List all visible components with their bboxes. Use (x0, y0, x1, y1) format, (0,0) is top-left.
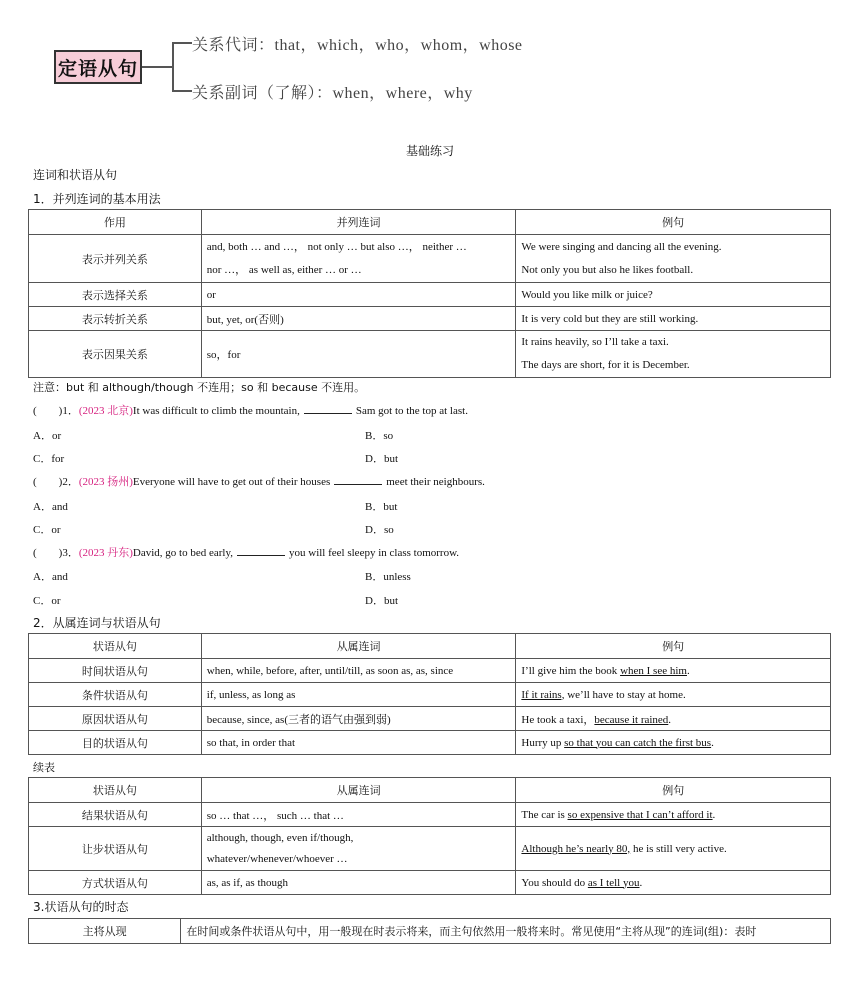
col-header: 并列连词 (201, 210, 516, 235)
diagram-bracket (172, 42, 174, 92)
example-cell (516, 803, 831, 827)
example-cell: Would you like milk or juice? (516, 283, 831, 307)
answer-blank[interactable] (334, 474, 382, 485)
option[interactable]: A．and (33, 571, 68, 583)
tense-table (28, 918, 831, 944)
diagram-center-box: 定语从句 (54, 50, 142, 84)
table-row (29, 871, 831, 895)
example-text: Hurry up (521, 736, 565, 749)
example-text: . (639, 876, 643, 889)
table-row (29, 235, 831, 283)
question-prefix: ( )2． (33, 476, 79, 488)
example-clause: Although he’s nearly 80, (521, 842, 631, 855)
example-clause: because it rained (594, 713, 669, 726)
question-2 (33, 473, 485, 489)
example-text: . (712, 808, 716, 821)
diagram-branch-bottom-line (172, 90, 192, 92)
diagram-branch-bottom: 关系副词（了解）：when，where，why (192, 85, 473, 102)
rule-text: 在时间或条件状语从句中，用一般现在时表示将来，而主句依然用一般将来时。常见使用“主将从现”的连词(组)：表时 (181, 919, 831, 944)
question-text: David, go to bed early, (132, 547, 233, 559)
example-text: . (668, 713, 672, 726)
question-source: (2023 扬州) (78, 476, 133, 488)
table-row (29, 331, 831, 378)
role-cell: 表示选择关系 (29, 283, 202, 307)
question-text: Everyone will have to get out of their houses (132, 476, 331, 488)
role-cell: 表示因果关系 (29, 331, 202, 378)
table-row (29, 803, 831, 827)
example-text: You should do (521, 876, 588, 889)
option[interactable]: C．or (33, 524, 61, 536)
role-cell: 表示并列关系 (29, 235, 202, 283)
option[interactable]: D．but (365, 595, 398, 607)
rule-label: 主将从现 (29, 919, 181, 944)
example-text: . (686, 664, 690, 677)
type-cell: 目的状语从句 (29, 731, 202, 755)
example-clause: when I see him (620, 664, 687, 677)
section-title: 基础练习 (405, 144, 454, 158)
col-header: 状语从句 (29, 778, 202, 803)
table-row (29, 707, 831, 731)
table-row (29, 731, 831, 755)
table-header-row (29, 210, 831, 235)
col-header: 作用 (29, 210, 202, 235)
question-text: It was difficult to climb the mountain, (132, 405, 300, 417)
diagram-connector (142, 66, 172, 68)
question-text: Sam got to the top at last. (355, 405, 468, 417)
type-cell: 原因状语从句 (29, 707, 202, 731)
table-row (29, 919, 831, 944)
question-prefix: ( )3． (33, 547, 79, 559)
example-cell (516, 659, 831, 683)
option[interactable]: B．unless (365, 571, 411, 583)
coordinating-conjunctions-table (28, 209, 831, 378)
conj-cell: so … that …， such … that … (201, 803, 516, 827)
conj-cell (201, 235, 516, 283)
question-text: meet their neighbours. (386, 476, 485, 488)
question-text: you will feel sleepy in class tomorrow. (289, 547, 460, 559)
example-text: we’ll have to stay at home. (564, 688, 686, 701)
heading-main: 连词和状语从句 (33, 168, 118, 182)
conj-cell: but, yet, or(否则) (201, 307, 516, 331)
answer-blank[interactable] (237, 545, 285, 556)
conj-cell: so that, in order that (201, 731, 516, 755)
example-line: The days are short, for it is December. (521, 359, 690, 371)
type-cell: 方式状语从句 (29, 871, 202, 895)
heading-2: 2．从属连词与状语从句 (33, 616, 161, 630)
conj-cell (201, 827, 516, 871)
conj-line: whatever/whenever/whoever … (206, 852, 348, 865)
option[interactable]: C．for (33, 453, 65, 465)
table-row (29, 283, 831, 307)
subordinating-conjunctions-table (28, 633, 831, 755)
option[interactable]: A．or (33, 430, 62, 442)
example-line: It rains heavily, so I’ll take a taxi. (521, 336, 669, 348)
question-source: (2023 丹东) (78, 547, 133, 559)
example-cell (516, 731, 831, 755)
col-header: 从属连词 (201, 778, 516, 803)
answer-blank[interactable] (304, 403, 352, 414)
note: 注意：but 和 although/though 不连用；so 和 because 不连用。 (33, 381, 366, 394)
diagram-branch-top-line (172, 42, 192, 44)
question-source: (2023 北京) (78, 405, 133, 417)
option[interactable]: A．and (33, 501, 68, 513)
example-text: he is still very active. (630, 842, 727, 855)
example-cell: It is very cold but they are still working. (516, 307, 831, 331)
option[interactable]: B．so (365, 430, 394, 442)
heading-1: 1．并列连词的基本用法 (33, 192, 161, 206)
conj-line: nor …， as well as, either … or … (206, 263, 362, 276)
example-text: He took a taxi， (521, 713, 595, 726)
example-cell (516, 707, 831, 731)
conj-cell: as, as if, as though (201, 871, 516, 895)
conj-cell: because, since, as(三者的语气由强到弱) (201, 707, 516, 731)
conj-cell: or (201, 283, 516, 307)
question-prefix: ( )1． (33, 405, 79, 417)
option[interactable]: D．but (365, 453, 398, 465)
col-header: 例句 (516, 210, 831, 235)
col-header: 例句 (516, 634, 831, 659)
question-3 (33, 544, 459, 560)
option[interactable]: C．or (33, 595, 61, 607)
table-header-row (29, 634, 831, 659)
conj-line: although, though, even if/though, (206, 831, 354, 844)
type-cell: 时间状语从句 (29, 659, 202, 683)
option[interactable]: D．so (365, 524, 394, 536)
col-header: 从属连词 (201, 634, 516, 659)
example-clause: so expensive that I can’t afford it (567, 808, 713, 821)
conj-cell: so，for (201, 331, 516, 378)
heading-3: 3.状语从句的时态 (33, 900, 129, 914)
conj-line: and, both … and …， not only … but also …， neither … (206, 240, 467, 253)
example-clause: as I tell you (587, 876, 640, 889)
col-header: 状语从句 (29, 634, 202, 659)
example-line: We were singing and dancing all the evening. (521, 240, 722, 253)
continued-label: 续表 (33, 761, 55, 774)
role-cell: 表示转折关系 (29, 307, 202, 331)
conj-cell: if, unless, as long as (201, 683, 516, 707)
table-row (29, 827, 831, 871)
diagram-branch-top: 关系代词：that，which，who，whom，whose (192, 37, 523, 54)
type-cell: 条件状语从句 (29, 683, 202, 707)
table-header-row (29, 778, 831, 803)
type-cell: 结果状语从句 (29, 803, 202, 827)
example-cell (516, 683, 831, 707)
example-text: . (711, 736, 714, 749)
table-row (29, 683, 831, 707)
example-clause: so that you can catch the first bus (564, 736, 712, 749)
example-cell (516, 235, 831, 283)
example-text: I’ll give him the book (521, 664, 621, 677)
conj-cell: when, while, before, after, until/till, as soon as, as, since (201, 659, 516, 683)
col-header: 例句 (516, 778, 831, 803)
example-line: Not only you but also he likes football. (521, 263, 694, 276)
example-text: The car is (521, 808, 568, 821)
clause-diagram (52, 18, 572, 113)
type-cell: 让步状语从句 (29, 827, 202, 871)
example-cell (516, 871, 831, 895)
question-1 (33, 402, 468, 418)
example-cell (516, 827, 831, 871)
example-cell (516, 331, 831, 378)
example-clause: If it rains, (521, 688, 565, 701)
table-row (29, 307, 831, 331)
table-row (29, 659, 831, 683)
subordinating-conjunctions-table-continued (28, 777, 831, 895)
option[interactable]: B．but (365, 501, 398, 513)
